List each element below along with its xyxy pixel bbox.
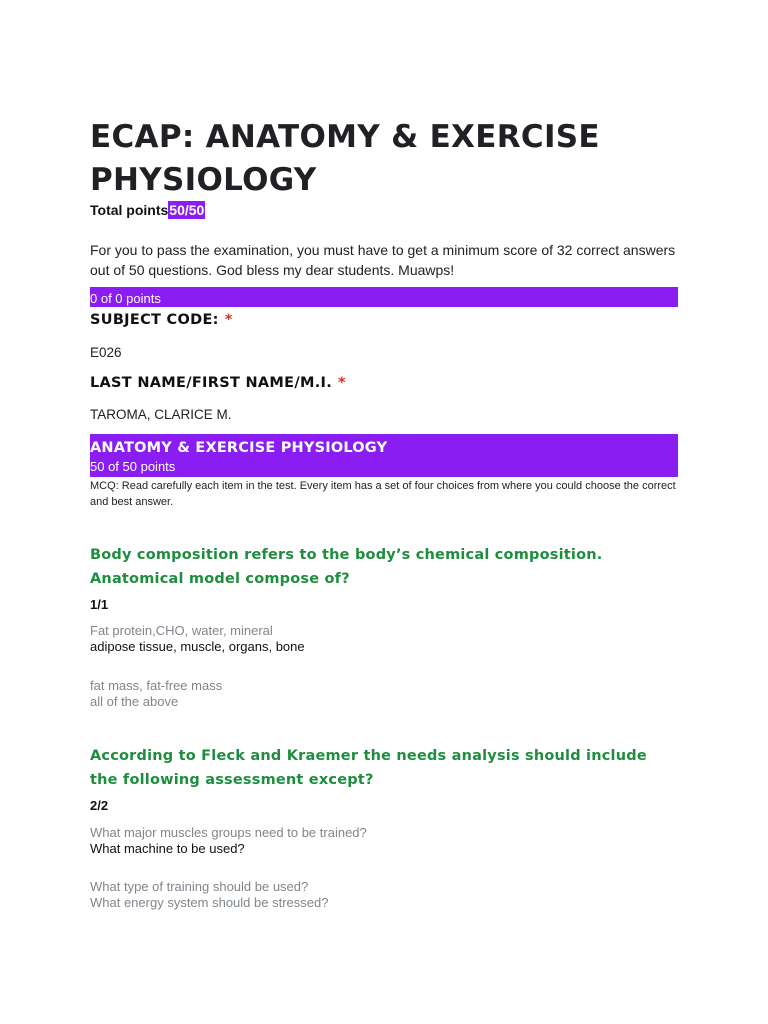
section-points: 0 of 0 points xyxy=(90,291,161,306)
required-asterisk: * xyxy=(224,312,233,328)
section-points: 50 of 50 points xyxy=(90,459,176,474)
option: What type of training should be used? xyxy=(90,879,309,894)
total-points-label: Total points xyxy=(90,202,169,218)
section-header-bar xyxy=(90,287,678,307)
option: What energy system should be stressed? xyxy=(90,895,329,910)
option: Fat protein,CHO, water, mineral xyxy=(90,623,273,638)
question-score: 2/2 xyxy=(90,798,109,813)
name-answer: TAROMA, CLARICE M. xyxy=(90,407,232,422)
subject-code-label: SUBJECT CODE: * xyxy=(90,312,233,328)
required-asterisk: * xyxy=(338,375,346,391)
total-score-badge: 50/50 xyxy=(169,202,205,218)
form-title: ECAP: ANATOMY & EXERCISE PHYSIOLOGY xyxy=(90,119,600,198)
question-text: According to Fleck and Kraemer the needs analysis should include the following assessment except? xyxy=(90,748,647,788)
section-header xyxy=(90,434,678,477)
option: What major muscles groups need to be trained? xyxy=(90,825,367,840)
section-title: ANATOMY & EXERCISE PHYSIOLOGY xyxy=(90,440,388,456)
subject-code-answer: E026 xyxy=(90,345,122,360)
option: all of the above xyxy=(90,694,179,709)
question-score: 1/1 xyxy=(90,597,109,612)
question-text: Body composition refers to the body’s chemical composition. Anatomical model compose of? xyxy=(90,547,603,587)
selected-option: What machine to be used? xyxy=(90,841,245,856)
section-description: MCQ: Read carefully each item in the test. Every item has a set of four choices from where you could choose the correct and best answer. xyxy=(90,480,676,508)
form-description: For you to pass the examination, you must have to get a minimum score of 32 correct answers out of 50 questions. God bless my dear students. Muawps! xyxy=(90,242,676,278)
selected-option: adipose tissue, muscle, organs, bone xyxy=(90,639,305,654)
name-label: LAST NAME/FIRST NAME/M.I. * xyxy=(90,375,346,391)
option: fat mass, fat-free mass xyxy=(90,678,223,693)
total-points xyxy=(90,202,205,218)
